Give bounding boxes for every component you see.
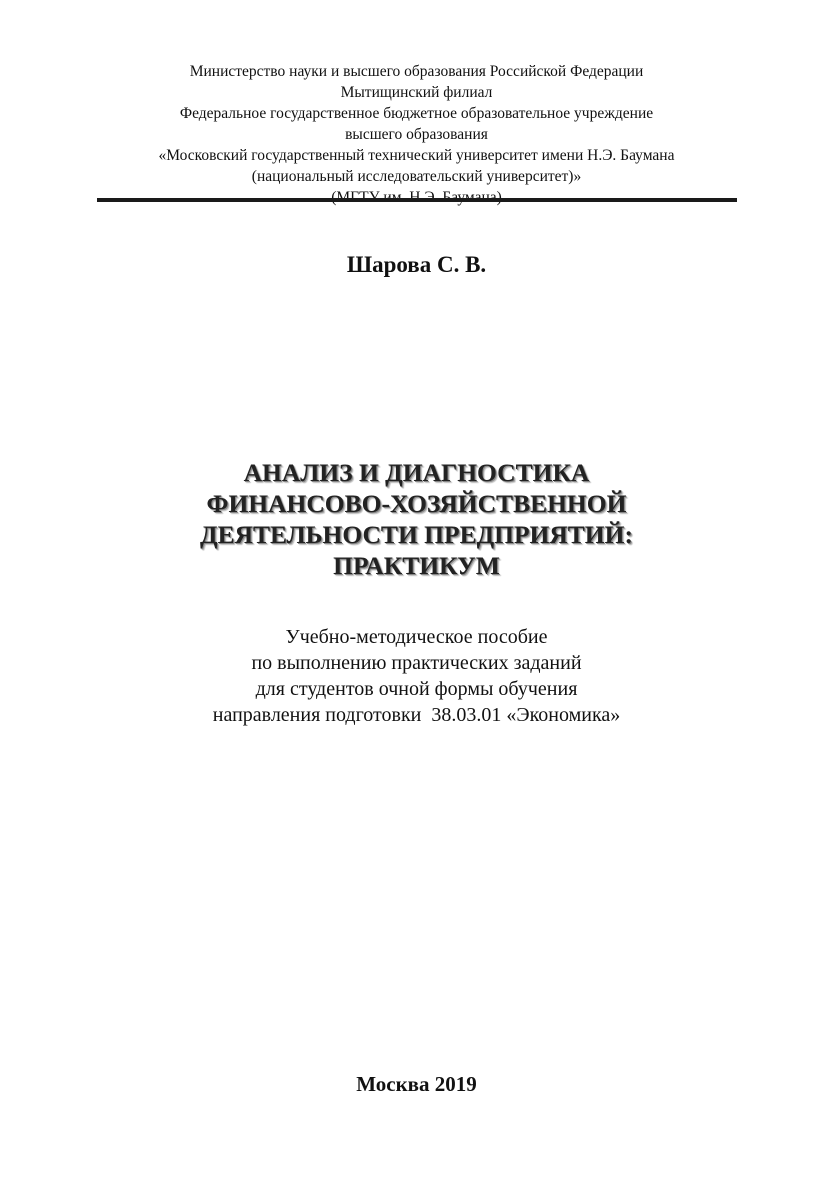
institution-line-ministry: Министерство науки и высшего образования Российской Федерации: [189, 63, 644, 80]
title-line: ДЕЯТЕЛЬНОСТИ ПРЕДПРИЯТИЙ:: [200, 520, 633, 549]
title-line: ПРАКТИКУМ: [333, 551, 500, 580]
author-name: Шарова С. В.: [346, 252, 487, 277]
subtitle-line: для студентов очной формы обучения: [255, 678, 578, 700]
institution-line-university: «Московский государственный технический университет имени Н.Э. Баумана: [158, 147, 675, 164]
institution-line-status: (национальный исследовательский университет)»: [251, 168, 582, 185]
document-subtitle: [0, 624, 833, 728]
header-divider: [97, 198, 737, 202]
city-year: Москва 2019: [356, 1072, 477, 1096]
institution-line-branch: Мытищинский филиал: [340, 84, 493, 101]
subtitle-line: Учебно-методическое пособие: [285, 626, 548, 648]
institution-header: [0, 61, 833, 208]
institution-line-education: высшего образования: [345, 126, 488, 143]
subtitle-line: по выполнению практических заданий: [251, 652, 582, 674]
document-title: [0, 457, 833, 581]
title-line: АНАЛИЗ И ДИАГНОСТИКА: [243, 458, 590, 487]
subtitle-line: направления подготовки 38.03.01 «Экономика»: [212, 704, 621, 726]
title-line: ФИНАНСОВО-ХОЗЯЙСТВЕННОЙ: [206, 489, 627, 518]
institution-line-type: Федеральное государственное бюджетное образовательное учреждение: [179, 105, 654, 122]
